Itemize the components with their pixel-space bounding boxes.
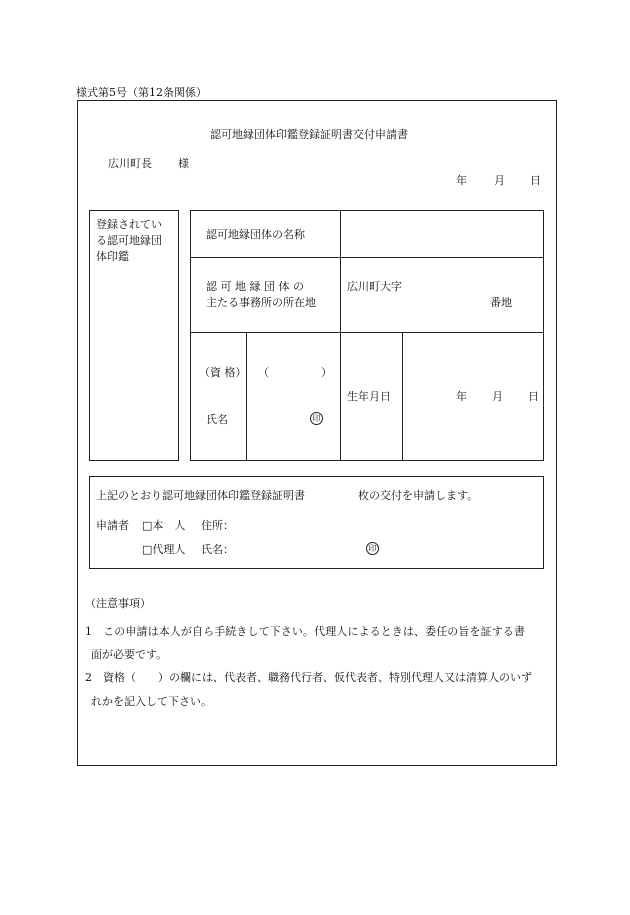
address-prefix: 広川町大字 — [347, 280, 402, 293]
registered-seal-label-line3: 体印鑑 — [96, 250, 129, 263]
applicant-name-field[interactable] — [236, 538, 360, 558]
date-month: 月 — [494, 174, 505, 187]
applicant-seal-mark-icon: 印 — [366, 542, 379, 555]
notes-heading: （注意事項） — [85, 597, 151, 610]
applicant-self-checkbox[interactable]: □本 人 — [142, 519, 186, 532]
note-1-line1: 1 この申請は本人が自ら手続きして下さい。代理人によるときは、委任の旨を証する書 — [85, 625, 525, 638]
applicant-proxy-checkbox[interactable]: □代理人 — [142, 543, 186, 556]
seal-mark-icon: 印 — [310, 412, 323, 425]
table-row-divider-1 — [190, 257, 544, 258]
office-label-line2: 主たる事務所の所在地 — [206, 296, 316, 309]
org-name-label: 認可地縁団体の名称 — [206, 228, 305, 241]
date-day: 日 — [530, 174, 541, 187]
org-name-field[interactable] — [342, 212, 542, 256]
note-2-line1: 2 資格（ ）の欄には、代表者、職務代行者、仮代表者、特別代理人又は清算人のいず — [85, 671, 532, 684]
applicant-address-label: 住所： — [201, 519, 234, 532]
copies-count-field[interactable] — [322, 484, 356, 504]
birthdate-label: 生年月日 — [347, 390, 391, 403]
address-suffix: 番地 — [490, 296, 512, 309]
addressee-honorific: 様 — [178, 157, 189, 170]
address-field[interactable] — [342, 259, 542, 331]
note-2-line2: れかを記入して下さい。 — [91, 695, 212, 708]
applicant-name-label: 氏名： — [201, 543, 234, 556]
qualification-field[interactable] — [270, 362, 320, 382]
representative-name-label: 氏名 — [206, 413, 228, 426]
table-row-divider-2 — [190, 332, 544, 333]
applicant-label: 申請者 — [96, 519, 129, 532]
form-number: 様式第5号（第12条関係） — [76, 86, 207, 99]
birth-year: 年 — [456, 390, 467, 403]
date-year: 年 — [456, 174, 467, 187]
office-label-line1: 認 可 地 縁 団 体 の — [206, 280, 304, 293]
qualification-paren-close: ） — [321, 366, 332, 379]
table-col-divider-main — [340, 210, 341, 461]
table-col-divider-birth — [402, 332, 403, 461]
qualification-paren-open: （ — [258, 366, 269, 379]
registered-seal-label-line1: 登録されてい — [96, 218, 162, 231]
addressee: 広川町長 — [108, 157, 152, 170]
representative-name-field[interactable] — [250, 400, 308, 440]
note-1-line2: 面が必要です。 — [91, 648, 168, 661]
registered-seal-label-line2: る認可地縁団 — [96, 234, 162, 247]
registered-seal-box[interactable] — [89, 210, 179, 461]
application-statement-part2: 枚の交付を申請します。 — [358, 489, 479, 502]
form-title: 認可地縁団体印鑑登録証明書交付申請書 — [210, 128, 408, 141]
birth-month: 月 — [492, 390, 503, 403]
applicant-address-field[interactable] — [236, 514, 536, 534]
qualification-label: （資 格） — [199, 366, 247, 379]
application-statement-part1: 上記のとおり認可地縁団体印鑑登録証明書 — [96, 489, 305, 502]
birth-day: 日 — [528, 390, 539, 403]
table-col-divider-qual — [246, 332, 247, 461]
